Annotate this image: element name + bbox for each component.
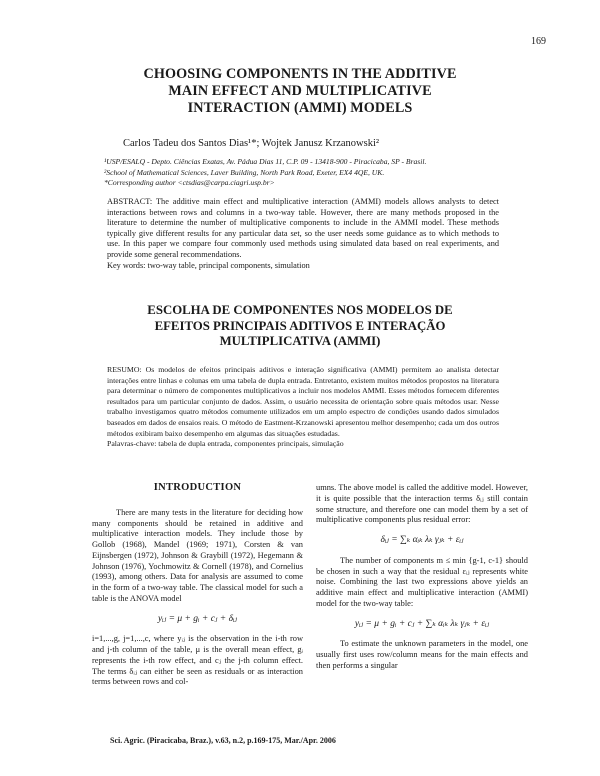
authors: Carlos Tadeu dos Santos Dias¹*; Wojtek Janusz Krzanowski² — [123, 138, 380, 149]
page-number: 169 — [531, 36, 546, 47]
abstract-text: ABSTRACT: The additive main effect and multiplicative interaction (AMMI) models allows analysts to detect interactions between rows and columns in a two-way table. However, there are many methods proposed in the literature to determine the number of multiplicative components to include in the AMMI model. These methods typically give different results for any particular data set, so the user needs some guidance as to which methods to use. In this paper we compare four commonly used methods using simulated data based on real experiments, and provide some general recommendations. — [107, 197, 499, 259]
title-line: CHOOSING COMPONENTS IN THE ADDITIVE — [143, 66, 457, 82]
right-column — [316, 483, 528, 672]
corresponding-author: *Corresponding author <ctsdias@carpa.ciagri.usp.br> — [104, 178, 275, 187]
title-line: INTERACTION (AMMI) MODELS — [187, 100, 413, 116]
paragraph: There are many tests in the literature for deciding how many components should be retained in additive and multiplicative interaction models. They include those by Gollob (1968), Mandel (1969; 1971), Corsten & van Eijnsbergen (1972), Johnson & Graybill (1972), Hegemann & Johnson (1976), Yochmowitz & Cornell (1978), and Cornelius (1993), among others. Data for analysis are assumed to come in the form of a two-way table. The classical model for such a table is the ANOVA model — [92, 507, 303, 603]
paragraph: The number of components m ≤ min {g-1, c-1} should be chosen in such a way that the residual εᵢⱼ represents white noise. Combining the last two expressions above yields an additive main effect and multiplicative interaction (AMMI) model for the two-way table: — [316, 555, 528, 608]
portuguese-title — [0, 303, 600, 350]
affiliation: ²School of Mathematical Sciences, Laver Building, North Park Road, Exeter, EX4 4QE, UK. — [104, 167, 385, 177]
title-pt-line: ESCOLHA DE COMPONENTES NOS MODELOS DE — [147, 303, 453, 317]
paragraph: umns. The above model is called the additive model. However, it is quite possible that the interaction terms δᵢⱼ still contain some structure, and therefore one can model them by a set of multiplicative components plus residual error: — [316, 483, 528, 525]
resumo-text: RESUMO: Os modelos de efeitos principais aditivos e interação significativa (AMMI) permitem ao analista detectar interações entre linhas e colunas em uma tabela de dupla entrada. Entretanto, existem muitos métodos propostos na literatura para determinar o número de componentes multiplicativos a incluir nos modelos AMMI. Esses métodos fornecem diferentes resultados para um particular conjunto de dados. Assim, o usuário necessita de orientação sobre quais métodos usar. Nesse trabalho investigamos quatro métodos comumente utilizados em um amplo espectro de condições usando dados simulados baseados em dados de ensaios reais. O método de Eastment-Krzanowski apresentou melhor desempenho; cada um dos outros métodos exibiram baixo desempenho em algumas das situações estudadas. — [107, 365, 499, 438]
title-pt-line: EFEITOS PRINCIPAIS ADITIVOS E INTERAÇÃO — [154, 318, 446, 333]
resumo-block — [107, 365, 499, 450]
title-pt-line: MULTIPLICATIVA (AMMI) — [219, 334, 381, 348]
equation: δᵢⱼ = ∑ₖ αᵢₖ λₖ γⱼₖ + εᵢⱼ — [380, 535, 464, 545]
equation: yᵢⱼ = μ + gᵢ + cⱼ + ∑ₖ αᵢₖ λₖ γⱼₖ + εᵢⱼ — [354, 618, 490, 629]
palavras-chave: Palavras-chave: tabela de dupla entrada, componentes principais, simulação — [107, 439, 344, 449]
left-column — [92, 483, 303, 688]
keywords: Key words: two-way table, principal components, simulation — [107, 260, 310, 270]
title-line: MAIN EFFECT AND MULTIPLICATIVE — [168, 83, 432, 99]
section-heading: INTRODUCTION — [153, 482, 242, 493]
paragraph: i=1,...,g, j=1,...,c, where yᵢⱼ is the observation in the i-th row and j-th column of the table, μ is the overall mean effect, gᵢ represents the i-th row effect, and cⱼ the j-th column effect. The terms δᵢⱼ can either be seen as residuals or as interaction terms between rows and col- — [92, 634, 303, 687]
abstract-block — [107, 197, 499, 271]
journal-footer: Sci. Agric. (Piracicaba, Braz.), v.63, n.2, p.169-175, Mar./Apr. 2006 — [110, 736, 336, 745]
article-title — [0, 66, 600, 117]
affiliations — [104, 157, 426, 189]
affiliation: ¹USP/ESALQ - Depto. Ciências Exatas, Av. Pádua Dias 11, C.P. 09 - 13418-900 - Piracicaba, SP - Brasil. — [104, 157, 427, 166]
paragraph: To estimate the unknown parameters in the model, one usually first uses row/column means for the main effects and then performs a singular — [316, 639, 528, 670]
equation: yᵢⱼ = μ + gᵢ + cⱼ + δᵢⱼ — [157, 613, 238, 624]
